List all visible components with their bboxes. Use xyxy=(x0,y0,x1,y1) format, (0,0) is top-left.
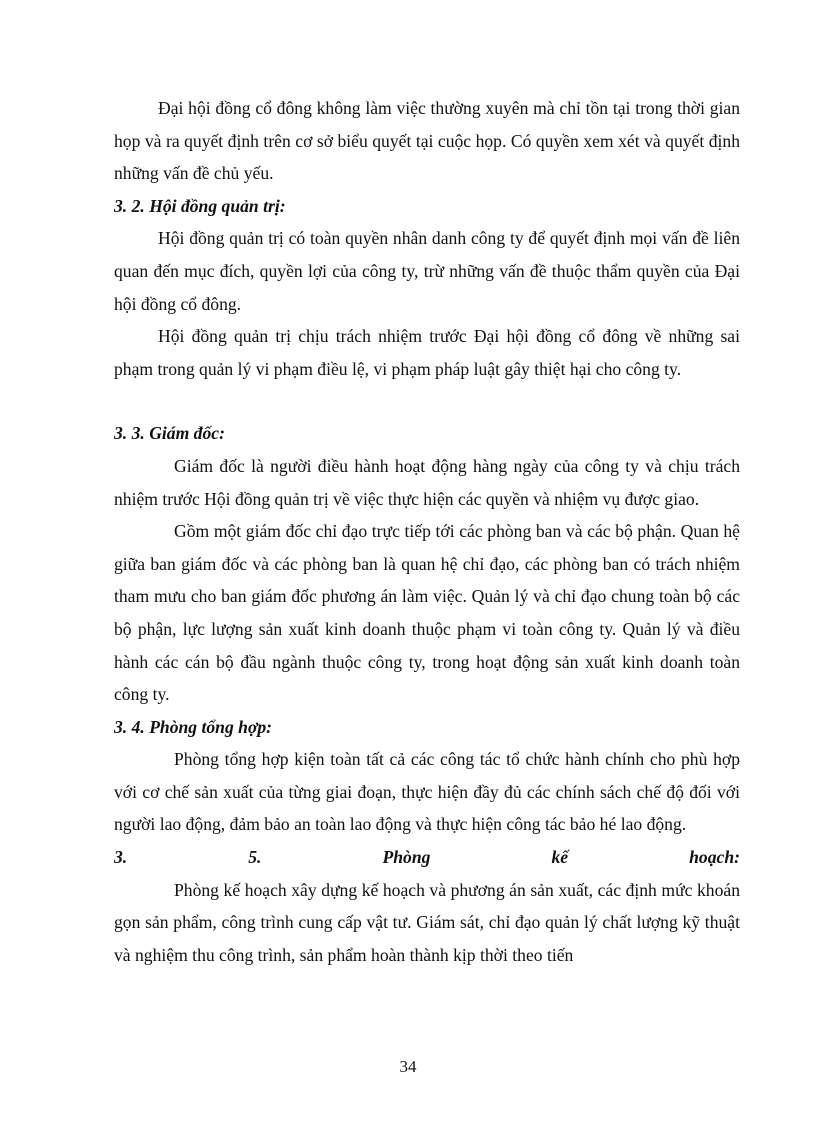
heading-planning-part: 3. xyxy=(114,847,128,868)
paragraph-general-meeting: Đại hội đồng cổ đông không làm việc thường xuyên mà chỉ tồn tại trong thời gian họp và ra quyết định trên cơ sở biểu quyết tại cuộc họp. Có quyền xem xét và quyết định những vấn đề chủ yếu. xyxy=(114,98,740,184)
paragraph-board-authority: Hội đồng quản trị có toàn quyền nhân danh công ty để quyết định mọi vấn đề liên quan đến mục đích, quyền lợi của công ty, trừ những vấn đề thuộc thẩm quyền của Đại hội đồng cổ đông. xyxy=(114,228,740,314)
heading-general-affairs-dept: 3. 4. Phòng tổng hợp: xyxy=(114,716,273,737)
page-number: 34 xyxy=(399,1057,417,1076)
heading-planning-part: kế xyxy=(551,847,569,868)
paragraph-director-role: Giám đốc là người điều hành hoạt động hàng ngày của công ty và chịu trách nhiệm trước Hội đồng quản trị về việc thực hiện các quyền và nhiệm vụ được giao. xyxy=(114,455,740,509)
heading-planning-part: Phòng xyxy=(382,847,431,868)
document-body xyxy=(114,92,740,971)
heading-planning-part: 5. xyxy=(248,847,262,868)
paragraph-general-affairs: Phòng tổng hợp kiện toàn tất cả các công tác tổ chức hành chính cho phù hợp với cơ chế sản xuất của từng giai đoạn, thực hiện đầy đủ các chính sách chế độ đối với người lao động, đảm bảo an toàn lao động và thực hiện công tác bảo hé lao động. xyxy=(114,749,740,835)
heading-planning-dept xyxy=(114,841,740,874)
heading-board-of-directors: 3. 2. Hội đồng quản trị: xyxy=(114,195,286,216)
heading-director: 3. 3. Giám đốc: xyxy=(114,423,225,444)
paragraph-director-structure: Gồm một giám đốc chỉ đạo trực tiếp tới các phòng ban và các bộ phận. Quan hệ giữa ban giám đốc và các phòng ban là quan hệ chỉ đạo, các phòng ban có trách nhiệm tham mưu cho ban giám đốc phương án làm việc. Quản lý và chỉ đạo chung toàn bộ các bộ phận, lực lượng sản xuất kinh doanh thuộc phạm vi toàn công ty. Quản lý và điều hành các cán bộ đầu ngành thuộc công ty, trong hoạt động sản xuất kinh doanh toàn công ty. xyxy=(114,521,740,705)
paragraph-planning: Phòng kế hoạch xây dựng kế hoạch và phương án sản xuất, các định mức khoán gọn sản phẩm, công trình cung cấp vật tư. Giám sát, chỉ đạo quản lý chất lượng kỹ thuật và nghiệm thu công trình, sản phẩm hoàn thành kịp thời theo tiến xyxy=(114,879,740,965)
blank-line xyxy=(114,385,740,417)
heading-planning-part: hoạch: xyxy=(689,847,740,868)
paragraph-board-responsibility: Hội đồng quản trị chịu trách nhiệm trước Đại hội đồng cổ đông về những sai phạm trong quản lý vi phạm điều lệ, vi phạm pháp luật gây thiệt hại cho công ty. xyxy=(114,326,740,379)
